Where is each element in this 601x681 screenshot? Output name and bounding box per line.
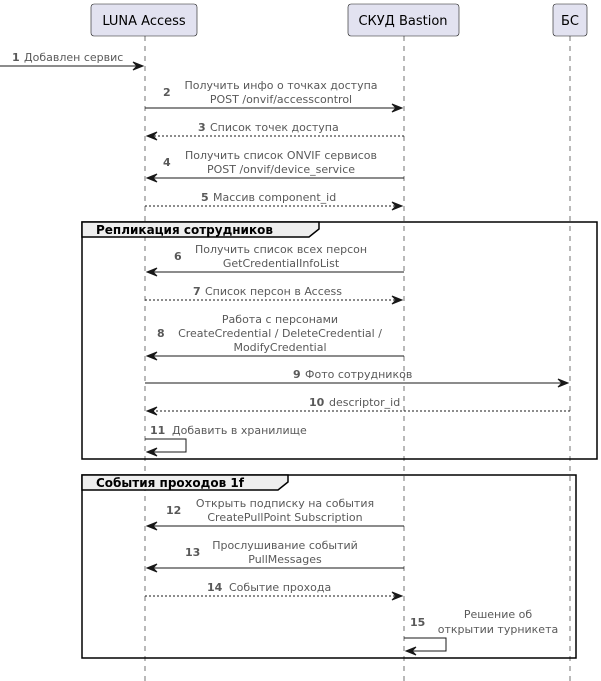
message-label: Получить список ONVIF сервисов	[184, 149, 378, 162]
message-15	[404, 608, 558, 655]
message-label: PullMessages	[248, 553, 322, 566]
message-number: 4	[163, 156, 171, 169]
participant-label: БС	[561, 14, 579, 29]
message-5	[145, 191, 402, 210]
message-number: 9	[293, 368, 301, 381]
message-number: 8	[157, 327, 165, 340]
message-number: 7	[193, 285, 201, 298]
message-label: Добавить в хранилище	[172, 424, 307, 437]
participant-bs	[553, 4, 587, 36]
message-11	[145, 424, 307, 456]
message-number: 1	[12, 51, 20, 64]
message-label: Получить список всех персон	[194, 243, 368, 256]
message-label: descriptor_id	[329, 396, 401, 409]
message-number: 11	[150, 424, 166, 437]
message-2	[145, 79, 402, 112]
message-8	[147, 313, 404, 360]
participant-luna-access	[91, 4, 197, 36]
message-label: Список персон в Access	[205, 285, 342, 298]
message-label: Решение об	[463, 608, 533, 621]
message-label: Массив component_id	[213, 191, 337, 204]
message-number: 10	[309, 396, 325, 409]
message-label: Прослушивание событий	[212, 539, 358, 552]
message-7	[145, 285, 402, 304]
message-10	[147, 396, 570, 415]
message-label: ModifyCredential	[233, 341, 327, 354]
message-label: GetCredentialInfoList	[222, 257, 340, 270]
message-3	[147, 121, 404, 140]
participant-skud-bastion	[348, 4, 459, 36]
message-number: 15	[410, 616, 426, 629]
message-14	[145, 581, 402, 600]
message-label: Добавлен сервис	[24, 51, 124, 64]
message-label: Открыть подписку на события	[195, 497, 375, 510]
message-label: Список точек доступа	[210, 121, 339, 134]
message-label: POST /onvif/device_service	[206, 163, 356, 176]
message-number: 5	[201, 191, 209, 204]
group-title: События проходов 1f	[96, 476, 244, 490]
message-1	[0, 51, 143, 70]
message-label: открытии турникета	[437, 623, 559, 636]
message-label: Фото сотрудников	[305, 368, 413, 381]
message-9	[145, 368, 568, 387]
participant-label: LUNA Access	[102, 14, 186, 29]
group-title: Репликация сотрудников	[96, 223, 273, 237]
message-number: 2	[163, 86, 171, 99]
message-number: 13	[185, 546, 201, 559]
message-number: 12	[166, 504, 182, 517]
message-13	[147, 539, 404, 572]
message-number: 14	[207, 581, 223, 594]
message-number: 6	[174, 250, 182, 263]
message-6	[147, 243, 404, 276]
message-4	[147, 149, 404, 182]
message-number: 3	[198, 121, 206, 134]
message-label: Получить инфо о точках доступа	[184, 79, 378, 92]
message-label: Событие прохода	[229, 581, 332, 594]
message-label: POST /onvif/accesscontrol	[209, 93, 353, 106]
message-label: Работа с персонами	[221, 313, 339, 326]
message-12	[147, 497, 404, 530]
message-label: CreatePullPoint Subscription	[207, 511, 363, 524]
message-label: CreateCredential / DeleteCredential /	[178, 327, 382, 340]
participant-label: СКУД Bastion	[358, 14, 448, 29]
